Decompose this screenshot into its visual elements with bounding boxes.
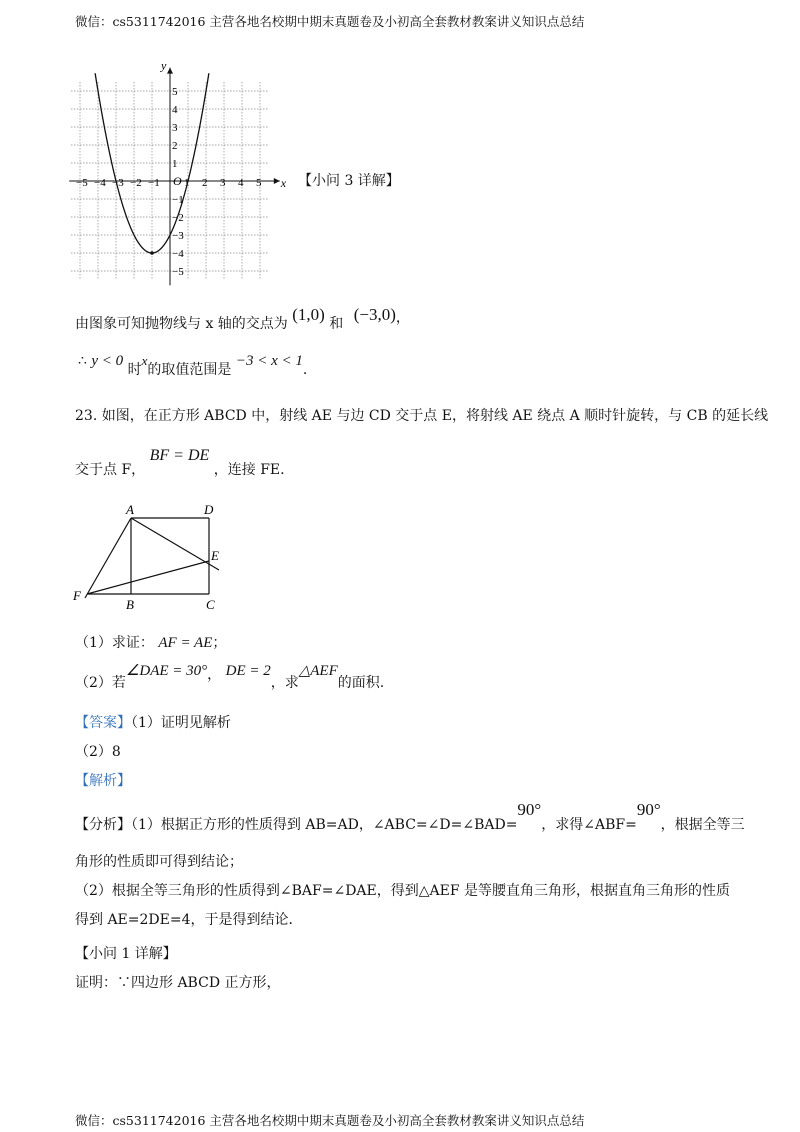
sub1-heading: 【小问 1 详解】 xyxy=(75,946,177,962)
analysis-l1-b: ，求得∠ABF= xyxy=(541,817,637,833)
analysis-line4: 得到 AE=2DE=4，于是得到结论． xyxy=(75,912,303,928)
q23-part1 xyxy=(75,632,226,652)
q23-part2 xyxy=(75,660,384,690)
part2-ask: ，求 xyxy=(270,675,299,691)
range-value: −3 < x < 1 xyxy=(235,353,303,369)
analysis-tag: 【解析】 xyxy=(75,773,131,789)
y-axis-arrow xyxy=(167,68,173,74)
y-axis-label: y xyxy=(161,58,167,73)
parabola-graph xyxy=(70,58,287,278)
y-tick-label: 5 xyxy=(172,86,178,98)
answer-tag: 【答案】 xyxy=(75,715,131,731)
intersect-line xyxy=(75,305,410,335)
origin-label: O xyxy=(173,174,182,188)
label-e: E xyxy=(211,548,219,563)
square-figure xyxy=(70,498,230,618)
page-header: 微信：cs5311742016 主营各地名校期中期末真题卷及小初高全套教材教案讲义知识点总结 xyxy=(75,14,585,29)
range-line xyxy=(78,350,307,380)
proof-line: 证明：∵四边形 ABCD 正方形， xyxy=(75,975,281,991)
answer-line xyxy=(75,712,231,732)
x-tick-label: 4 xyxy=(238,177,244,189)
x-tick-label: 2 xyxy=(202,177,208,189)
part2-angle: ∠DAE = 30° xyxy=(125,663,208,679)
x-axis-arrow xyxy=(274,178,280,184)
range-var: x xyxy=(141,353,148,368)
intersect-and: 和 xyxy=(329,316,344,332)
therefore-symbol: ∴ xyxy=(78,354,87,369)
part2-pre: （2）若 xyxy=(75,675,126,691)
analysis-line2: 角形的性质即可得到结论； xyxy=(75,854,243,870)
analysis-l1-a: （1）根据正方形的性质得到 AB=AD，∠ABC=∠D=∠BAD= xyxy=(131,817,518,833)
analysis-line1 xyxy=(75,800,745,832)
point-2: (−3,0) xyxy=(353,305,396,324)
x-tick-label: −4 xyxy=(94,177,106,189)
y-tick-label: 3 xyxy=(172,122,178,134)
part1-text: （1）求证： xyxy=(75,635,154,651)
y-tick-label: 2 xyxy=(172,140,178,152)
analysis-line3: （2）根据全等三角形的性质得到∠BAF=∠DAE，得到△AEF 是等腰直角三角形，根据直角三角形的性质 xyxy=(75,883,731,899)
ray-af xyxy=(85,518,131,598)
angle-90-2: 90° xyxy=(636,800,661,819)
label-c: C xyxy=(206,597,215,612)
y-tick-label: −2 xyxy=(172,212,184,224)
point-1: (1,0) xyxy=(292,305,325,324)
angle-90-1: 90° xyxy=(517,800,542,819)
part2-comma: ， xyxy=(207,667,222,683)
x-tick-label: −2 xyxy=(130,177,142,189)
analysis-l1-tag: 【分析】 xyxy=(75,817,131,833)
intersect-text: 由图象可知抛物线与 x 轴的交点为 xyxy=(75,316,288,332)
part2-triangle: △AEF xyxy=(298,663,338,679)
y-tick-label: −1 xyxy=(172,194,184,206)
x-tick-label: 3 xyxy=(220,177,226,189)
analysis-l1-c: ，根据全等三 xyxy=(660,817,745,833)
part2-de: DE = 2 xyxy=(225,663,271,679)
y-tick-label: −5 xyxy=(172,266,184,278)
x-tick-label: −3 xyxy=(112,177,124,189)
q23-equation: BF = DE xyxy=(149,447,210,464)
y-tick-label: −3 xyxy=(172,230,184,242)
vertex-point xyxy=(150,251,154,255)
part1-equation: AF = AE xyxy=(158,635,213,651)
label-f: F xyxy=(73,588,81,603)
page-footer: 微信：cs5311742016 主营各地名校期中期末真题卷及小初高全套教材教案讲义知识点总结 xyxy=(75,1113,585,1128)
q23-line1: 23. 如图，在正方形 ABCD 中，射线 AE 与边 CD 交于点 E，将射线 AE 绕点 A 顺时针旋转，与 CB 的延长线 xyxy=(75,408,769,424)
x-tick-label: −1 xyxy=(148,177,160,189)
label-d: D xyxy=(204,502,214,517)
range-condition: y < 0 xyxy=(91,353,124,369)
label-a: A xyxy=(126,502,134,517)
x-tick-label: 5 xyxy=(256,177,262,189)
sub3-heading: 【小问 3 详解】 xyxy=(298,173,400,189)
part2-end: 的面积. xyxy=(337,675,385,691)
x-axis-label: x xyxy=(280,176,287,190)
answer-part2: （2）8 xyxy=(75,744,121,760)
x-tick-label: −5 xyxy=(76,177,88,189)
intersect-end: ， xyxy=(395,310,410,326)
range-shi: 时 xyxy=(127,362,142,378)
part1-end: ； xyxy=(212,635,227,651)
q23-line2 xyxy=(75,445,285,478)
x-tick-label: 1 xyxy=(184,177,190,189)
answer-part1: （1）证明见解析 xyxy=(131,715,231,731)
y-tick-label: −4 xyxy=(172,248,184,260)
y-tick-label: 1 xyxy=(172,158,178,170)
y-tick-label: 4 xyxy=(172,104,178,116)
q23-line2-post: ，连接 FE. xyxy=(213,462,285,478)
range-mid: 的取值范围是 xyxy=(147,362,232,378)
segment-fe xyxy=(87,561,209,594)
q23-line2-pre: 交于点 F， xyxy=(75,462,146,478)
range-end: . xyxy=(302,362,308,378)
label-b: B xyxy=(126,597,134,612)
